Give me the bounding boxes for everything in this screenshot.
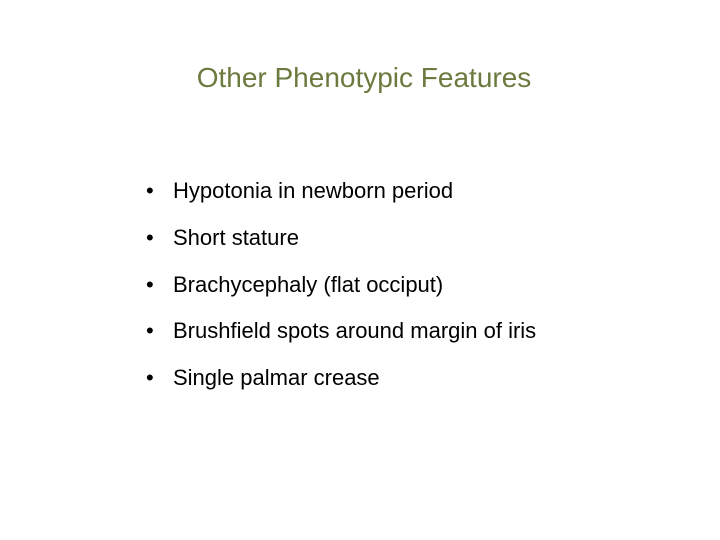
bullet-text: Brachycephaly (flat occiput) (173, 271, 444, 297)
bullet-icon: • (146, 178, 154, 203)
bullet-item (146, 215, 536, 260)
bullet-icon: • (146, 224, 154, 250)
bullet-icon: • (146, 365, 154, 390)
bullet-item (146, 262, 536, 307)
bullet-text: Single palmar crease (173, 365, 380, 390)
bullet-item (146, 168, 536, 213)
bullet-text: Short stature (173, 224, 299, 250)
slide-title: Other Phenotypic Features (196, 62, 532, 93)
bullet-text: Brushfield spots around margin of iris (173, 318, 537, 344)
bullet-item (146, 308, 536, 353)
bullet-list (146, 168, 536, 402)
bullet-text: Hypotonia in newborn period (173, 178, 454, 203)
bullet-icon: • (146, 271, 154, 297)
bullet-item (146, 355, 536, 400)
bullet-icon: • (146, 318, 154, 344)
